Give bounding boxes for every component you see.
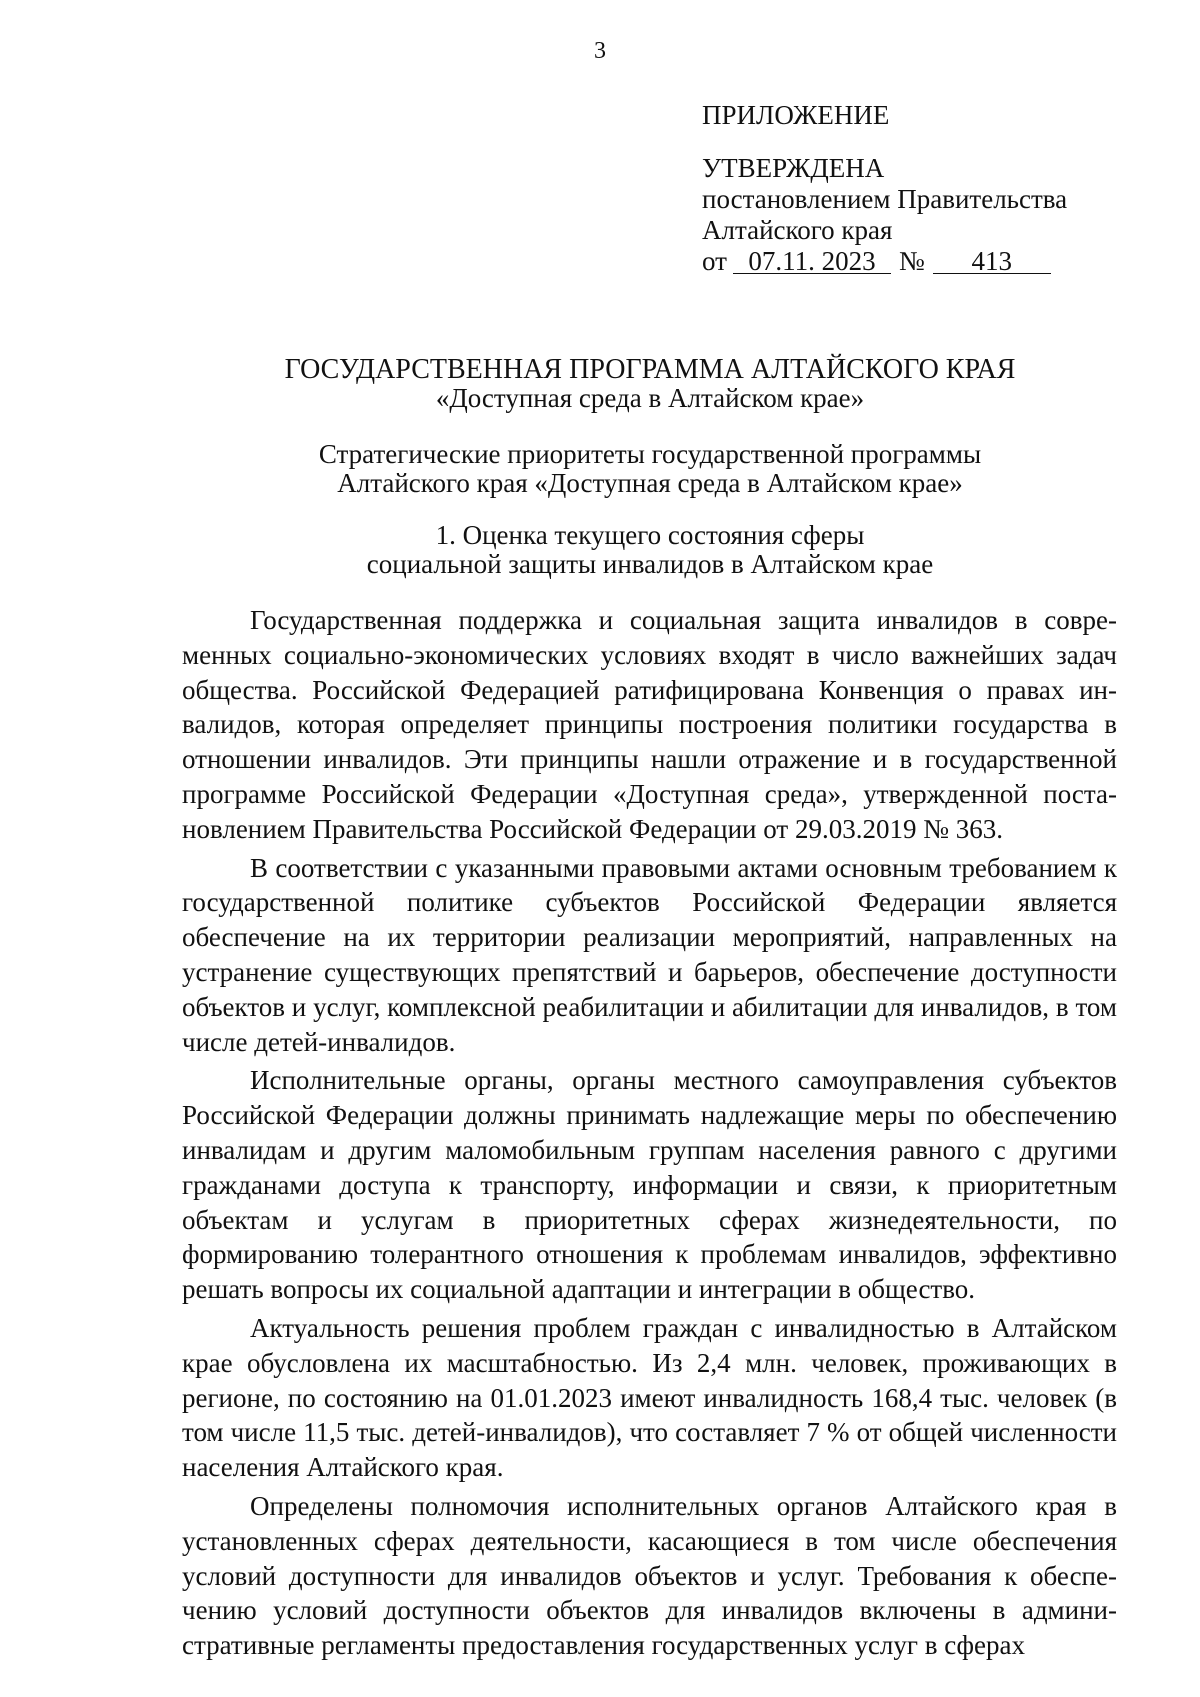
paragraph: Государственная поддержка и социальная защита инвалидов в современных социально-экономических условиях входят в число важнейших задач общества. Российской Федерацией ратифицирована Конвенция о правах инвалидов, которая определяет принципы построения политики государства в отношении инвалидов. Эти принципы нашли отражение и в государственной программе Российской Федерации «Доступная среда», утвержденной постановлением Правительства Российской Федерации от 29.03.2019 № 363.: [182, 605, 1117, 844]
subsection-heading: [0, 521, 1200, 579]
approval-date-line: [702, 246, 1067, 277]
subsection-heading-line-1: 1. Оценка текущего состояния сферы: [435, 520, 865, 550]
approval-line-2: Алтайского края: [702, 215, 893, 245]
program-title-line-2: «Доступная среда в Алтайском крае»: [435, 383, 865, 413]
subsection-heading-line-2: социальной защиты инвалидов в Алтайском крае: [366, 549, 934, 579]
page-number: 3: [594, 38, 606, 64]
approval-block: [702, 100, 1067, 277]
approval-date: 07.11. 2023: [733, 249, 891, 274]
approval-number: 413: [933, 249, 1051, 274]
appendix-label: ПРИЛОЖЕНИЕ: [702, 100, 890, 130]
date-prefix: от: [702, 246, 727, 276]
paragraph: В соответствии с указанными правовыми актами основным требованием к государственной политике субъектов Российской Федерации является обеспечение на их территории реализации мероприятий, направленных на устранение существующих препятствий и барьеров, обеспечение доступности объектов и услуг, комплексной реабилитации и абилитации для инвалидов, в том числе детей-инвалидов.: [182, 852, 1117, 1057]
body-text: [182, 603, 1117, 1663]
paragraph: Актуальность решения проблем граждан с инвалидностью в Алтайском крае обусловлена их масштабностью. Из 2,4 млн. человек, проживающих в регионе, по состоянию на 01.01.2023 имеют инвалидность 168,4 тыс. человек (в том числе 11,5 тыс. детей-инвалидов), что составляет 7 % от общей численности населения Алтайского края.: [182, 1312, 1117, 1483]
section-heading-line-1: Стратегические приоритеты государственной программы: [318, 439, 982, 469]
program-title-line-1: ГОСУДАРСТВЕННАЯ ПРОГРАММА АЛТАЙСКОГО КРАЯ: [284, 354, 1016, 385]
approval-line-1: постановлением Правительства: [702, 184, 1068, 214]
section-heading-line-2: Алтайского края «Доступная среда в Алтайском крае»: [337, 468, 963, 498]
approved-label: УТВЕРЖДЕНА: [702, 153, 885, 183]
number-sign: №: [898, 246, 925, 276]
paragraph: Определены полномочия исполнительных органов Алтайского края в установленных сферах деятельности, касающиеся в том числе обеспечения условий доступности для инвалидов объектов и услуг. Требования к обеспечению условий доступности объектов для инвалидов включены в административные регламенты предоставления государственных услуг в сферах: [182, 1490, 1117, 1661]
program-title: [0, 355, 1200, 413]
section-heading: [0, 440, 1200, 498]
paragraph: Исполнительные органы, органы местного самоуправления субъектов Российской Федерации должны принимать надлежащие меры по обеспечению инвалидам и другим маломобильным группам населения равного с другими гражданами доступа к транспорту, информации и связи, к приоритетным объектам и услугам в приоритетных сферах жизнедеятельности, по формированию толерантного отношения к проблемам инвалидов, эффективно решать вопросы их социальной адаптации и интеграции в общество.: [182, 1065, 1117, 1305]
